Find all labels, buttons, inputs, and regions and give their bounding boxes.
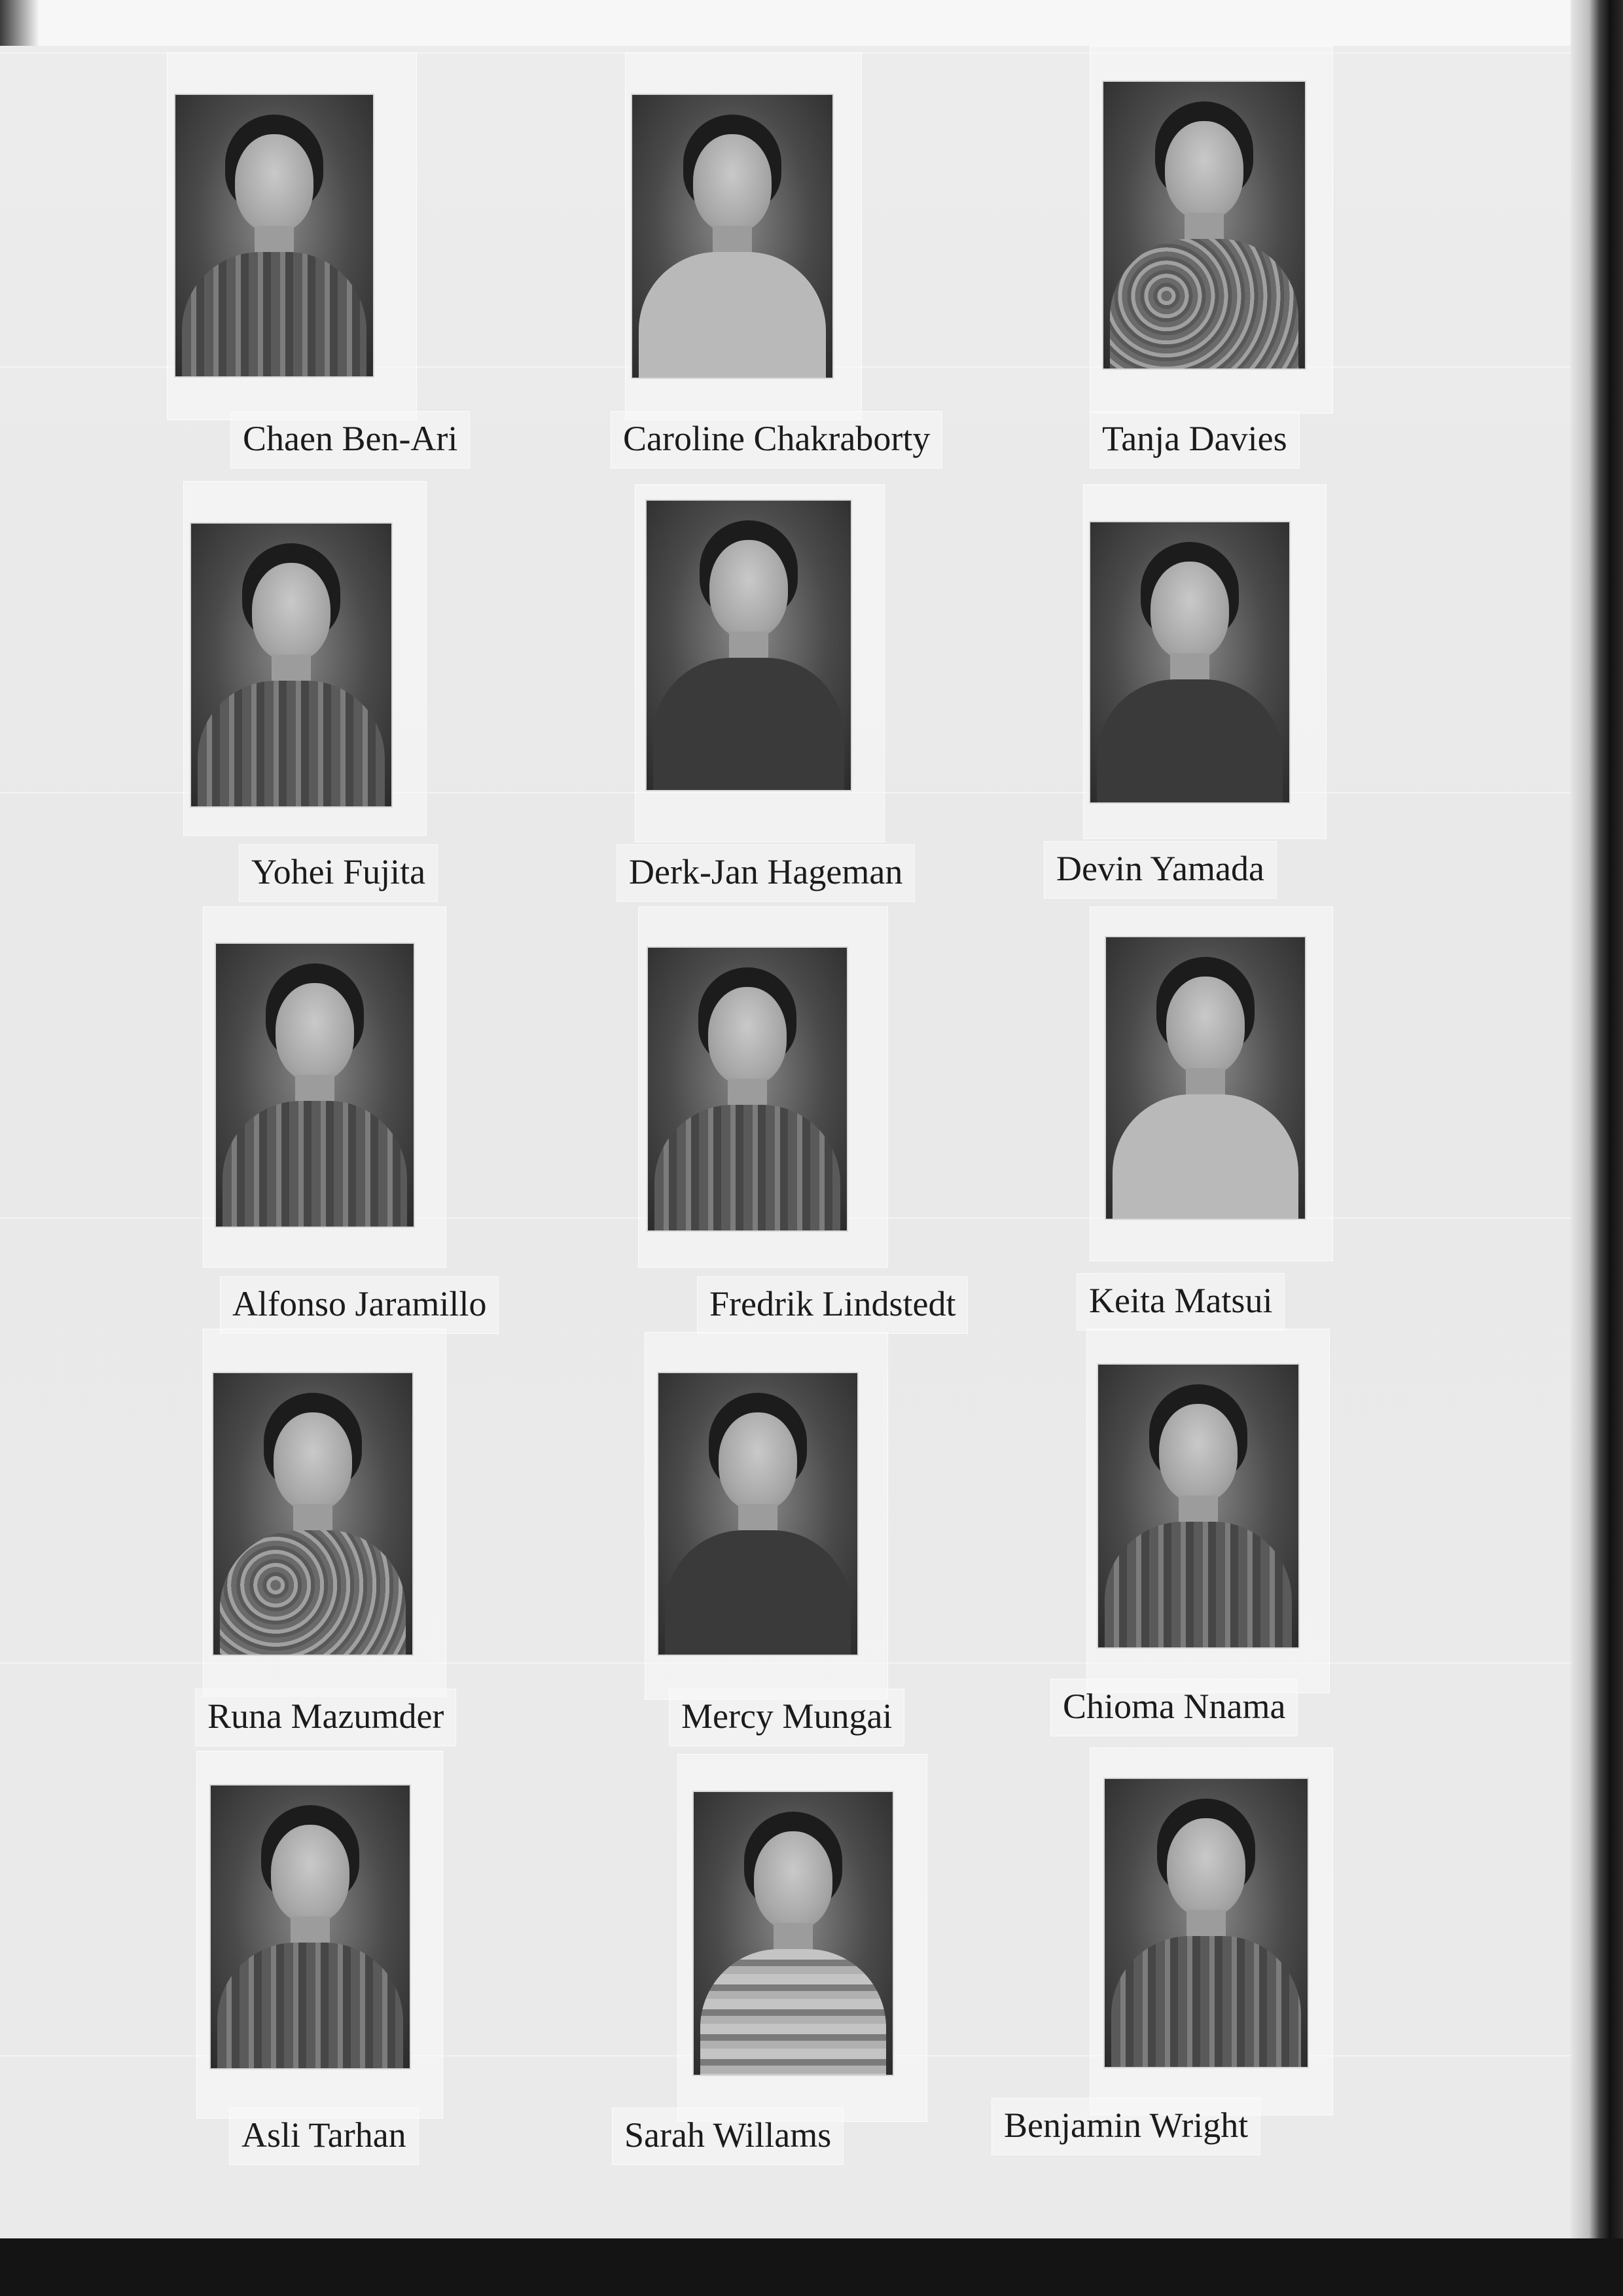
page-top-strip <box>0 0 1597 46</box>
scan-bottom-edge <box>0 2238 1623 2296</box>
student-name: Alfonso Jaramillo <box>220 1276 499 1334</box>
student-name: Devin Yamada <box>1044 841 1277 899</box>
student-name: Benjamin Wright <box>991 2098 1260 2155</box>
student-photo <box>648 948 847 1230</box>
scan-corner-shadow <box>0 0 39 46</box>
student-photo <box>191 524 391 806</box>
student-name: Derk-Jan Hageman <box>616 844 915 902</box>
student-name: Sarah Willams <box>612 2108 844 2165</box>
student-name: Caroline Chakraborty <box>611 411 942 469</box>
student-name: Fredrik Lindstedt <box>697 1276 968 1334</box>
student-photo <box>1103 82 1305 368</box>
student-photo <box>1090 522 1289 802</box>
student-photo <box>175 95 373 376</box>
student-photo <box>1105 1779 1308 2067</box>
student-photo <box>658 1373 857 1655</box>
student-name: Tanja Davies <box>1090 411 1300 469</box>
student-photo <box>213 1373 412 1655</box>
student-photo <box>216 944 414 1227</box>
student-photo <box>211 1785 410 2068</box>
student-name: Keita Matsui <box>1077 1273 1285 1331</box>
book-binding-shadow <box>1571 0 1623 2296</box>
student-photo <box>632 95 832 378</box>
student-name: Asli Tarhan <box>229 2108 419 2165</box>
student-name: Chaen Ben-Ari <box>230 411 470 469</box>
student-photo <box>694 1792 893 2075</box>
student-name: Mercy Mungai <box>669 1689 904 1746</box>
student-photo <box>1098 1365 1298 1647</box>
student-name: Yohei Fujita <box>239 844 438 902</box>
student-photo <box>1106 937 1305 1219</box>
student-name: Runa Mazumder <box>195 1689 456 1746</box>
student-name: Chioma Nnama <box>1050 1679 1298 1736</box>
student-photo <box>647 501 851 790</box>
